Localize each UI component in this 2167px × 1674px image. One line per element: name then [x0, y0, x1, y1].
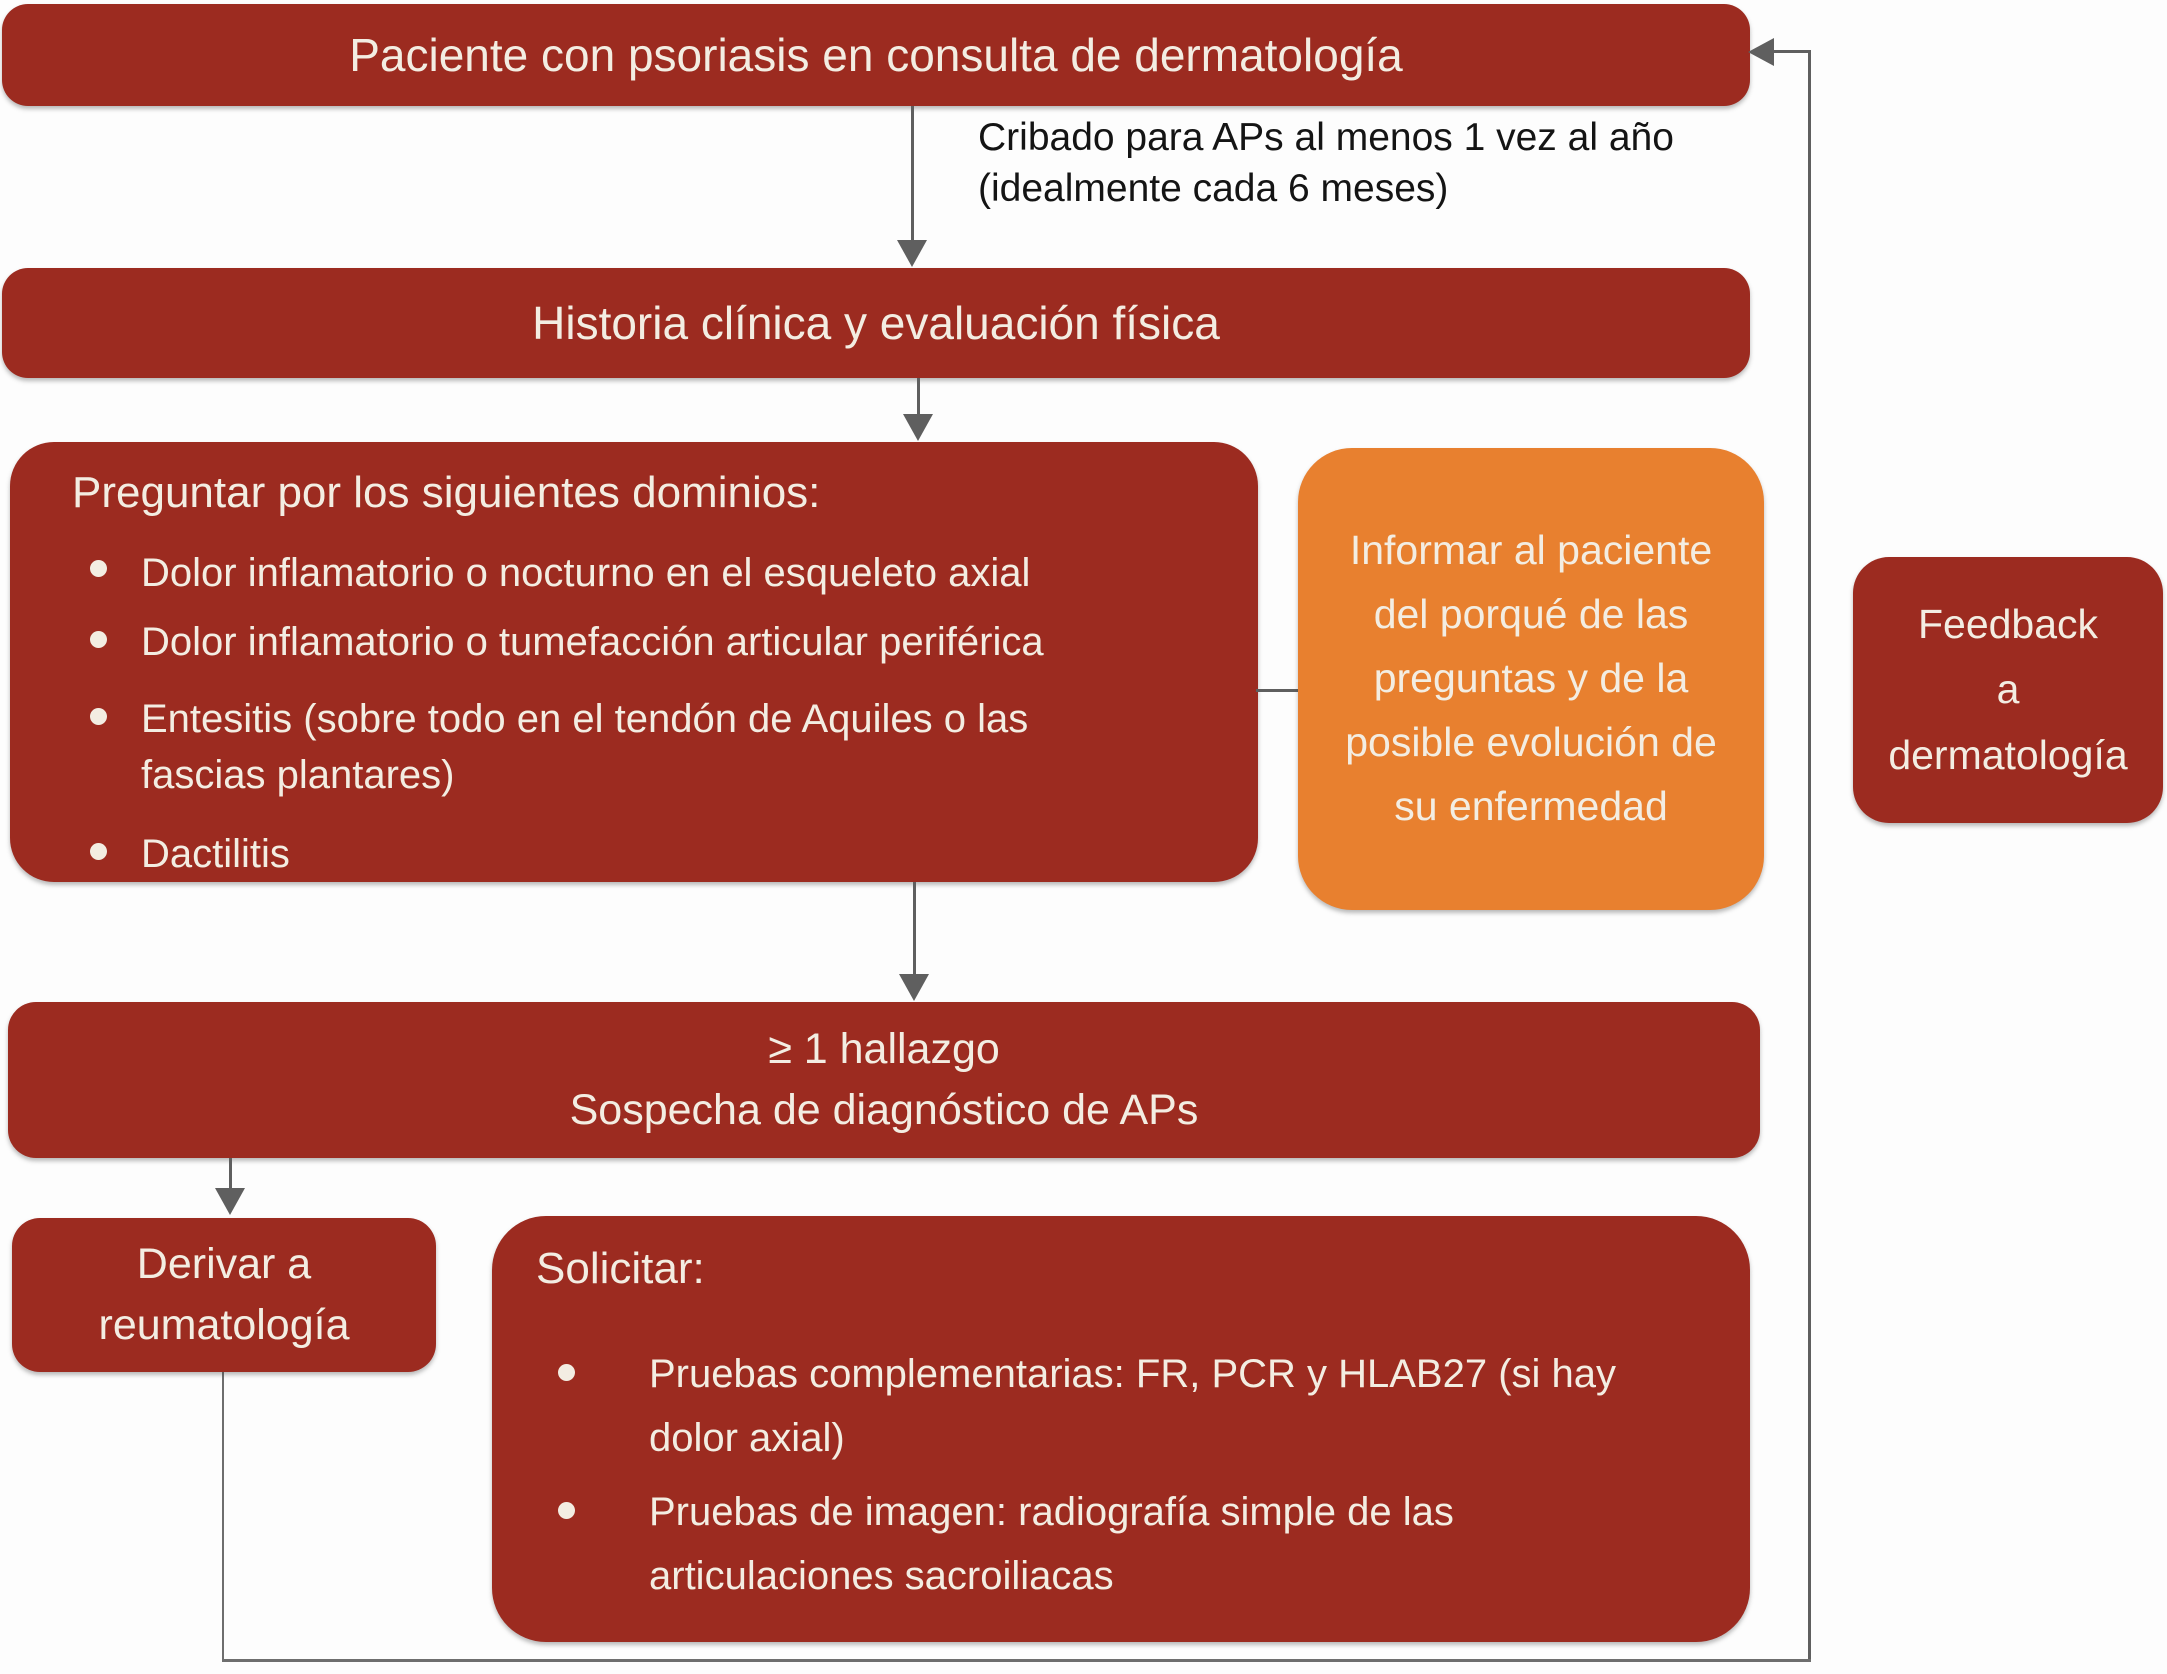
list-item-label: Dolor inflamatorio o tumefacción articular periférica [141, 620, 1044, 665]
bullet-icon [90, 843, 107, 860]
node-finding-line1: ≥ 1 hallazgo [768, 1024, 1000, 1073]
screening-note-line1: Cribado para APs al menos 1 vez al año [978, 116, 1674, 159]
list-item-label: Dolor inflamatorio o nocturno en el esqueleto axial [141, 551, 1031, 595]
bullet-icon [558, 1502, 575, 1519]
node-inform-label: Informar al paciente del porqué de las preguntas y de la posible evolución de su enfermedad [1345, 527, 1717, 829]
list-item [72, 827, 1218, 882]
arrow-finding-refer-line [229, 1158, 232, 1192]
node-patient-label: Paciente con psoriasis en consulta de dermatología [349, 29, 1403, 81]
list-item [72, 692, 1218, 802]
list-item-label: Dactilitis [141, 831, 290, 876]
node-refer-line2: reumatología [98, 1301, 350, 1349]
bullet-icon [90, 631, 107, 648]
arrow-history-domains-line [917, 378, 920, 418]
feedback-loop-bottom-line [222, 1659, 1811, 1662]
node-patient [2, 4, 1750, 106]
list-item [72, 546, 1218, 601]
arrow-domains-finding-line [913, 882, 916, 976]
arrow-left-icon [1748, 38, 1774, 66]
node-feedback [1853, 557, 2163, 823]
list-item [536, 1480, 1710, 1608]
refer-feedback-stub-line [222, 1371, 224, 1661]
screening-note [978, 112, 1674, 215]
bullet-icon [90, 708, 107, 725]
arrow-down-icon [903, 414, 933, 441]
node-feedback-line2: a [1996, 666, 2020, 713]
node-domains-title: Preguntar por los siguientes dominios: [72, 468, 821, 517]
list-item-label: Entesitis (sobre todo en el tendón de Aquiles o las fascias plantares) [141, 697, 1029, 797]
node-refer [12, 1218, 436, 1372]
node-history-label: Historia clínica y evaluación física [532, 297, 1220, 349]
node-inform [1298, 448, 1764, 910]
arrow-down-icon [897, 240, 927, 267]
connector-domains-inform [1256, 689, 1300, 692]
node-feedback-line3: dermatología [1888, 731, 2128, 778]
arrow-down-icon [215, 1188, 245, 1215]
feedback-loop-vertical-line [1808, 50, 1811, 1662]
arrow-patient-history-line [911, 106, 914, 244]
node-request-title: Solicitar: [536, 1244, 705, 1293]
list-item-label: Pruebas complementarias: FR, PCR y HLAB27 (si hay dolor axial) [649, 1352, 1617, 1460]
node-history [2, 268, 1750, 378]
node-finding-line2: Sospecha de diagnóstico de APs [569, 1086, 1199, 1134]
screening-note-line2: (idealmente cada 6 meses) [978, 167, 1449, 211]
node-finding [8, 1002, 1760, 1158]
bullet-icon [558, 1364, 575, 1381]
list-item [72, 615, 1218, 670]
node-domains [10, 442, 1258, 882]
list-item-label: Pruebas de imagen: radiografía simple de las articulaciones sacroiliacas [649, 1490, 1454, 1598]
node-feedback-line1: Feedback [1917, 600, 2099, 647]
node-request [492, 1216, 1750, 1642]
arrow-down-icon [899, 974, 929, 1001]
node-refer-line1: Derivar a [136, 1239, 312, 1288]
list-item [536, 1342, 1710, 1470]
feedback-loop-top-line [1770, 50, 1811, 53]
bullet-icon [90, 560, 107, 577]
